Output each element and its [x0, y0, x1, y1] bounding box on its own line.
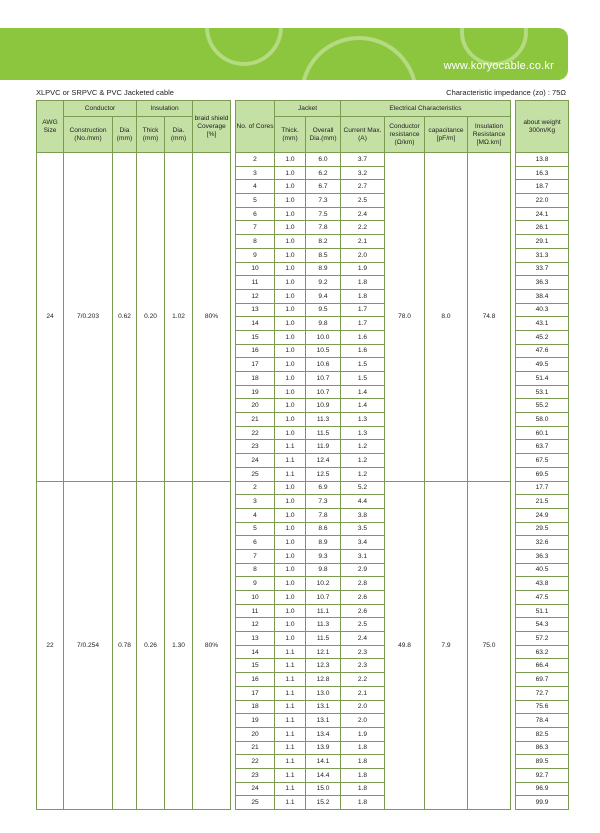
cores-cell: 4	[236, 508, 275, 522]
current-cell: 1.9	[341, 262, 385, 276]
jacket-thick-cell: 1.0	[275, 481, 306, 495]
weight-cell: 92.7	[516, 768, 569, 782]
weight-cell: 86.3	[516, 741, 569, 755]
overall-dia-cell: 11.5	[306, 632, 341, 646]
insulation-thick-cell: 0.20	[137, 153, 165, 482]
weight-cell: 31.3	[516, 248, 569, 262]
cores-cell: 17	[236, 358, 275, 372]
weight-cell: 55.2	[516, 399, 569, 413]
weight-cell: 89.5	[516, 755, 569, 769]
current-cell: 1.8	[341, 741, 385, 755]
current-cell: 4.4	[341, 495, 385, 509]
overall-dia-cell: 9.2	[306, 276, 341, 290]
overall-dia-cell: 10.6	[306, 358, 341, 372]
jacket-thick-cell: 1.1	[275, 454, 306, 468]
current-cell: 1.8	[341, 276, 385, 290]
weight-cell: 51.4	[516, 372, 569, 386]
weight-cell: 36.3	[516, 276, 569, 290]
overall-dia-cell: 12.5	[306, 467, 341, 481]
jacket-thick-cell: 1.0	[275, 248, 306, 262]
impedance-caption: Characteristic impedance (zo) : 75Ω	[446, 88, 566, 97]
current-cell: 2.7	[341, 180, 385, 194]
cores-cell: 16	[236, 673, 275, 687]
resistance-cell: 49.8	[385, 481, 425, 810]
table-row	[37, 481, 569, 495]
cores-cell: 14	[236, 317, 275, 331]
col-current: Current Max.(A)	[341, 117, 385, 153]
jacket-thick-cell: 1.1	[275, 755, 306, 769]
conductor-dia-cell: 0.62	[113, 153, 137, 482]
current-cell: 1.7	[341, 317, 385, 331]
col-insulation-resistance: Insulation Resistance [MΩ.km]	[468, 117, 511, 153]
current-cell: 2.2	[341, 221, 385, 235]
cores-cell: 11	[236, 604, 275, 618]
jacket-thick-cell: 1.0	[275, 303, 306, 317]
weight-cell: 29.5	[516, 522, 569, 536]
cores-cell: 6	[236, 207, 275, 221]
cores-cell: 18	[236, 700, 275, 714]
weight-cell: 33.7	[516, 262, 569, 276]
capacitance-cell: 8.0	[425, 153, 468, 482]
overall-dia-cell: 10.9	[306, 399, 341, 413]
overall-dia-cell: 9.4	[306, 289, 341, 303]
jacket-thick-cell: 1.1	[275, 727, 306, 741]
jacket-thick-cell: 1.0	[275, 276, 306, 290]
cores-cell: 25	[236, 467, 275, 481]
current-cell: 3.5	[341, 522, 385, 536]
overall-dia-cell: 15.2	[306, 796, 341, 810]
current-cell: 2.8	[341, 577, 385, 591]
cores-cell: 8	[236, 235, 275, 249]
insulation-thick-cell: 0.26	[137, 481, 165, 810]
current-cell: 1.4	[341, 399, 385, 413]
current-cell: 3.7	[341, 153, 385, 167]
current-cell: 2.0	[341, 714, 385, 728]
current-cell: 1.8	[341, 796, 385, 810]
current-cell: 1.3	[341, 413, 385, 427]
cores-cell: 3	[236, 166, 275, 180]
current-cell: 1.2	[341, 454, 385, 468]
weight-cell: 75.6	[516, 700, 569, 714]
weight-cell: 40.5	[516, 563, 569, 577]
cores-cell: 3	[236, 495, 275, 509]
cores-cell: 19	[236, 714, 275, 728]
overall-dia-cell: 13.1	[306, 714, 341, 728]
spec-table-body	[37, 153, 569, 810]
weight-cell: 18.7	[516, 180, 569, 194]
overall-dia-cell: 9.8	[306, 563, 341, 577]
jacket-thick-cell: 1.1	[275, 673, 306, 687]
overall-dia-cell: 11.3	[306, 413, 341, 427]
weight-cell: 69.5	[516, 467, 569, 481]
jacket-thick-cell: 1.0	[275, 180, 306, 194]
conductor-dia-cell: 0.78	[113, 481, 137, 810]
overall-dia-cell: 9.3	[306, 549, 341, 563]
current-cell: 1.8	[341, 782, 385, 796]
current-cell: 1.7	[341, 303, 385, 317]
overall-dia-cell: 13.0	[306, 686, 341, 700]
overall-dia-cell: 14.4	[306, 768, 341, 782]
weight-cell: 38.4	[516, 289, 569, 303]
current-cell: 2.9	[341, 563, 385, 577]
cores-cell: 13	[236, 632, 275, 646]
braid-coverage-cell: 80%	[193, 481, 231, 810]
jacket-thick-cell: 1.0	[275, 344, 306, 358]
cores-cell: 16	[236, 344, 275, 358]
overall-dia-cell: 9.5	[306, 303, 341, 317]
cores-cell: 13	[236, 303, 275, 317]
weight-cell: 54.3	[516, 618, 569, 632]
cores-cell: 22	[236, 755, 275, 769]
weight-cell: 51.1	[516, 604, 569, 618]
weight-cell: 49.5	[516, 358, 569, 372]
jacket-thick-cell: 1.0	[275, 495, 306, 509]
jacket-thick-cell: 1.1	[275, 659, 306, 673]
cores-cell: 15	[236, 659, 275, 673]
current-cell: 1.2	[341, 467, 385, 481]
overall-dia-cell: 11.3	[306, 618, 341, 632]
cores-cell: 5	[236, 194, 275, 208]
jacket-thick-cell: 1.1	[275, 796, 306, 810]
overall-dia-cell: 12.1	[306, 645, 341, 659]
current-cell: 1.8	[341, 768, 385, 782]
cores-cell: 12	[236, 289, 275, 303]
cores-cell: 9	[236, 577, 275, 591]
col-capacitance: capacitance [pF/m]	[425, 117, 468, 153]
jacket-thick-cell: 1.1	[275, 467, 306, 481]
jacket-thick-cell: 1.0	[275, 372, 306, 386]
current-cell: 3.2	[341, 166, 385, 180]
jacket-thick-cell: 1.0	[275, 591, 306, 605]
cable-type-caption: XLPVC or SRPVC & PVC Jacketed cable	[36, 88, 174, 97]
jacket-thick-cell: 1.0	[275, 385, 306, 399]
weight-cell: 22.0	[516, 194, 569, 208]
weight-cell: 58.0	[516, 413, 569, 427]
current-cell: 2.4	[341, 207, 385, 221]
cores-cell: 21	[236, 741, 275, 755]
col-conductor-dia: Dia (mm)	[113, 117, 137, 153]
overall-dia-cell: 13.9	[306, 741, 341, 755]
current-cell: 2.4	[341, 632, 385, 646]
decorative-ring-icon	[205, 28, 283, 66]
weight-cell: 53.1	[516, 385, 569, 399]
current-cell: 1.8	[341, 289, 385, 303]
cores-cell: 20	[236, 399, 275, 413]
jacket-thick-cell: 1.1	[275, 768, 306, 782]
decorative-ring-icon	[300, 36, 418, 80]
cores-cell: 8	[236, 563, 275, 577]
overall-dia-cell: 14.1	[306, 755, 341, 769]
cores-cell: 23	[236, 440, 275, 454]
jacket-thick-cell: 1.0	[275, 289, 306, 303]
overall-dia-cell: 6.2	[306, 166, 341, 180]
jacket-thick-cell: 1.0	[275, 221, 306, 235]
cores-cell: 12	[236, 618, 275, 632]
current-cell: 2.0	[341, 700, 385, 714]
col-awg: AWG Size	[37, 101, 64, 153]
weight-cell: 36.3	[516, 549, 569, 563]
weight-cell: 69.7	[516, 673, 569, 687]
construction-cell: 7/0.203	[64, 153, 113, 482]
current-cell: 2.3	[341, 659, 385, 673]
overall-dia-cell: 6.9	[306, 481, 341, 495]
overall-dia-cell: 13.1	[306, 700, 341, 714]
table-row	[37, 153, 569, 167]
weight-cell: 16.3	[516, 166, 569, 180]
current-cell: 2.1	[341, 235, 385, 249]
overall-dia-cell: 7.5	[306, 207, 341, 221]
cores-cell: 24	[236, 454, 275, 468]
cores-cell: 15	[236, 330, 275, 344]
col-cores: No. of Cores	[236, 101, 275, 153]
cores-cell: 11	[236, 276, 275, 290]
jacket-thick-cell: 1.0	[275, 549, 306, 563]
weight-cell: 13.8	[516, 153, 569, 167]
overall-dia-cell: 10.7	[306, 591, 341, 605]
weight-cell: 43.8	[516, 577, 569, 591]
jacket-thick-cell: 1.1	[275, 741, 306, 755]
weight-cell: 47.5	[516, 591, 569, 605]
insulation-dia-cell: 1.30	[165, 481, 193, 810]
current-cell: 1.4	[341, 385, 385, 399]
cores-cell: 20	[236, 727, 275, 741]
weight-cell: 57.2	[516, 632, 569, 646]
overall-dia-cell: 12.3	[306, 659, 341, 673]
cores-cell: 10	[236, 591, 275, 605]
jacket-thick-cell: 1.1	[275, 440, 306, 454]
cores-cell: 9	[236, 248, 275, 262]
overall-dia-cell: 9.8	[306, 317, 341, 331]
weight-cell: 26.1	[516, 221, 569, 235]
col-braid: braid shield Coverage [%]	[193, 101, 231, 153]
jacket-thick-cell: 1.0	[275, 632, 306, 646]
col-jacket-thick: Thick. (mm)	[275, 117, 306, 153]
current-cell: 2.3	[341, 645, 385, 659]
current-cell: 2.0	[341, 248, 385, 262]
jacket-thick-cell: 1.0	[275, 536, 306, 550]
jacket-thick-cell: 1.0	[275, 153, 306, 167]
spec-table	[36, 100, 569, 810]
jacket-thick-cell: 1.0	[275, 522, 306, 536]
cores-cell: 2	[236, 153, 275, 167]
cores-cell: 21	[236, 413, 275, 427]
cores-cell: 23	[236, 768, 275, 782]
jacket-thick-cell: 1.0	[275, 413, 306, 427]
jacket-thick-cell: 1.0	[275, 563, 306, 577]
overall-dia-cell: 8.9	[306, 262, 341, 276]
current-cell: 2.2	[341, 673, 385, 687]
awg-size-cell: 24	[37, 153, 64, 482]
current-cell: 1.6	[341, 344, 385, 358]
cores-cell: 24	[236, 782, 275, 796]
insulation-dia-cell: 1.02	[165, 153, 193, 482]
weight-cell: 99.9	[516, 796, 569, 810]
construction-cell: 7/0.254	[64, 481, 113, 810]
insulation-resistance-cell: 74.8	[468, 153, 511, 482]
jacket-thick-cell: 1.0	[275, 207, 306, 221]
weight-cell: 67.5	[516, 454, 569, 468]
group-electrical: Electrical Characteristics	[341, 101, 511, 117]
jacket-thick-cell: 1.0	[275, 262, 306, 276]
current-cell: 3.1	[341, 549, 385, 563]
overall-dia-cell: 7.8	[306, 508, 341, 522]
awg-size-cell: 22	[37, 481, 64, 810]
resistance-cell: 78.0	[385, 153, 425, 482]
overall-dia-cell: 6.0	[306, 153, 341, 167]
jacket-thick-cell: 1.1	[275, 782, 306, 796]
col-insulation-dia: Dia. (mm)	[165, 117, 193, 153]
weight-cell: 45.2	[516, 330, 569, 344]
cores-cell: 25	[236, 796, 275, 810]
weight-cell: 82.5	[516, 727, 569, 741]
cores-cell: 17	[236, 686, 275, 700]
overall-dia-cell: 12.4	[306, 454, 341, 468]
overall-dia-cell: 8.5	[306, 248, 341, 262]
overall-dia-cell: 15.0	[306, 782, 341, 796]
jacket-thick-cell: 1.0	[275, 618, 306, 632]
cores-cell: 5	[236, 522, 275, 536]
overall-dia-cell: 13.4	[306, 727, 341, 741]
weight-cell: 40.3	[516, 303, 569, 317]
jacket-thick-cell: 1.1	[275, 645, 306, 659]
current-cell: 1.8	[341, 755, 385, 769]
overall-dia-cell: 7.8	[306, 221, 341, 235]
website-url[interactable]: www.koryocable.co.kr	[443, 60, 554, 72]
jacket-thick-cell: 1.0	[275, 166, 306, 180]
cores-cell: 2	[236, 481, 275, 495]
group-jacket: Jacket	[275, 101, 341, 117]
overall-dia-cell: 6.7	[306, 180, 341, 194]
col-resistance: Conductor resistance (Ω/km)	[385, 117, 425, 153]
col-insulation-thick: Thick (mm)	[137, 117, 165, 153]
weight-cell: 24.1	[516, 207, 569, 221]
current-cell: 3.8	[341, 508, 385, 522]
weight-cell: 32.6	[516, 536, 569, 550]
braid-coverage-cell: 80%	[193, 153, 231, 482]
weight-cell: 21.5	[516, 495, 569, 509]
current-cell: 1.5	[341, 358, 385, 372]
overall-dia-cell: 10.2	[306, 577, 341, 591]
cores-cell: 22	[236, 426, 275, 440]
cores-cell: 7	[236, 549, 275, 563]
current-cell: 1.9	[341, 727, 385, 741]
jacket-thick-cell: 1.1	[275, 700, 306, 714]
cores-cell: 7	[236, 221, 275, 235]
weight-cell: 60.1	[516, 426, 569, 440]
jacket-thick-cell: 1.0	[275, 426, 306, 440]
current-cell: 2.6	[341, 604, 385, 618]
capacitance-cell: 7.9	[425, 481, 468, 810]
jacket-thick-cell: 1.1	[275, 714, 306, 728]
cores-cell: 18	[236, 372, 275, 386]
jacket-thick-cell: 1.0	[275, 317, 306, 331]
overall-dia-cell: 12.8	[306, 673, 341, 687]
overall-dia-cell: 8.9	[306, 536, 341, 550]
current-cell: 1.5	[341, 372, 385, 386]
jacket-thick-cell: 1.0	[275, 330, 306, 344]
group-insulation: Insulation	[137, 101, 193, 117]
cores-cell: 14	[236, 645, 275, 659]
overall-dia-cell: 11.9	[306, 440, 341, 454]
weight-cell: 43.1	[516, 317, 569, 331]
col-overall-dia: Overall Dia.(mm)	[306, 117, 341, 153]
header-banner	[0, 28, 568, 80]
weight-cell: 17.7	[516, 481, 569, 495]
col-construction: Construction (No./mm)	[64, 117, 113, 153]
col-weight: about weight 300m/Kg	[516, 101, 569, 153]
overall-dia-cell: 7.3	[306, 495, 341, 509]
jacket-thick-cell: 1.0	[275, 604, 306, 618]
current-cell: 1.2	[341, 440, 385, 454]
weight-cell: 63.2	[516, 645, 569, 659]
overall-dia-cell: 7.3	[306, 194, 341, 208]
overall-dia-cell: 8.2	[306, 235, 341, 249]
weight-cell: 96.9	[516, 782, 569, 796]
weight-cell: 78.4	[516, 714, 569, 728]
cores-cell: 19	[236, 385, 275, 399]
cores-cell: 4	[236, 180, 275, 194]
overall-dia-cell: 10.0	[306, 330, 341, 344]
overall-dia-cell: 10.5	[306, 344, 341, 358]
jacket-thick-cell: 1.0	[275, 358, 306, 372]
weight-cell: 66.4	[516, 659, 569, 673]
cores-cell: 10	[236, 262, 275, 276]
weight-cell: 72.7	[516, 686, 569, 700]
jacket-thick-cell: 1.1	[275, 686, 306, 700]
group-conductor: Conductor	[64, 101, 137, 117]
overall-dia-cell: 10.7	[306, 372, 341, 386]
weight-cell: 63.7	[516, 440, 569, 454]
jacket-thick-cell: 1.0	[275, 235, 306, 249]
overall-dia-cell: 8.6	[306, 522, 341, 536]
overall-dia-cell: 11.5	[306, 426, 341, 440]
weight-cell: 29.1	[516, 235, 569, 249]
current-cell: 2.1	[341, 686, 385, 700]
weight-cell: 24.9	[516, 508, 569, 522]
jacket-thick-cell: 1.0	[275, 194, 306, 208]
current-cell: 3.4	[341, 536, 385, 550]
current-cell: 5.2	[341, 481, 385, 495]
overall-dia-cell: 10.7	[306, 385, 341, 399]
current-cell: 2.5	[341, 194, 385, 208]
current-cell: 1.6	[341, 330, 385, 344]
overall-dia-cell: 11.1	[306, 604, 341, 618]
cores-cell: 6	[236, 536, 275, 550]
insulation-resistance-cell: 75.0	[468, 481, 511, 810]
jacket-thick-cell: 1.0	[275, 577, 306, 591]
jacket-thick-cell: 1.0	[275, 399, 306, 413]
jacket-thick-cell: 1.0	[275, 508, 306, 522]
current-cell: 1.3	[341, 426, 385, 440]
current-cell: 2.6	[341, 591, 385, 605]
current-cell: 2.5	[341, 618, 385, 632]
weight-cell: 47.6	[516, 344, 569, 358]
